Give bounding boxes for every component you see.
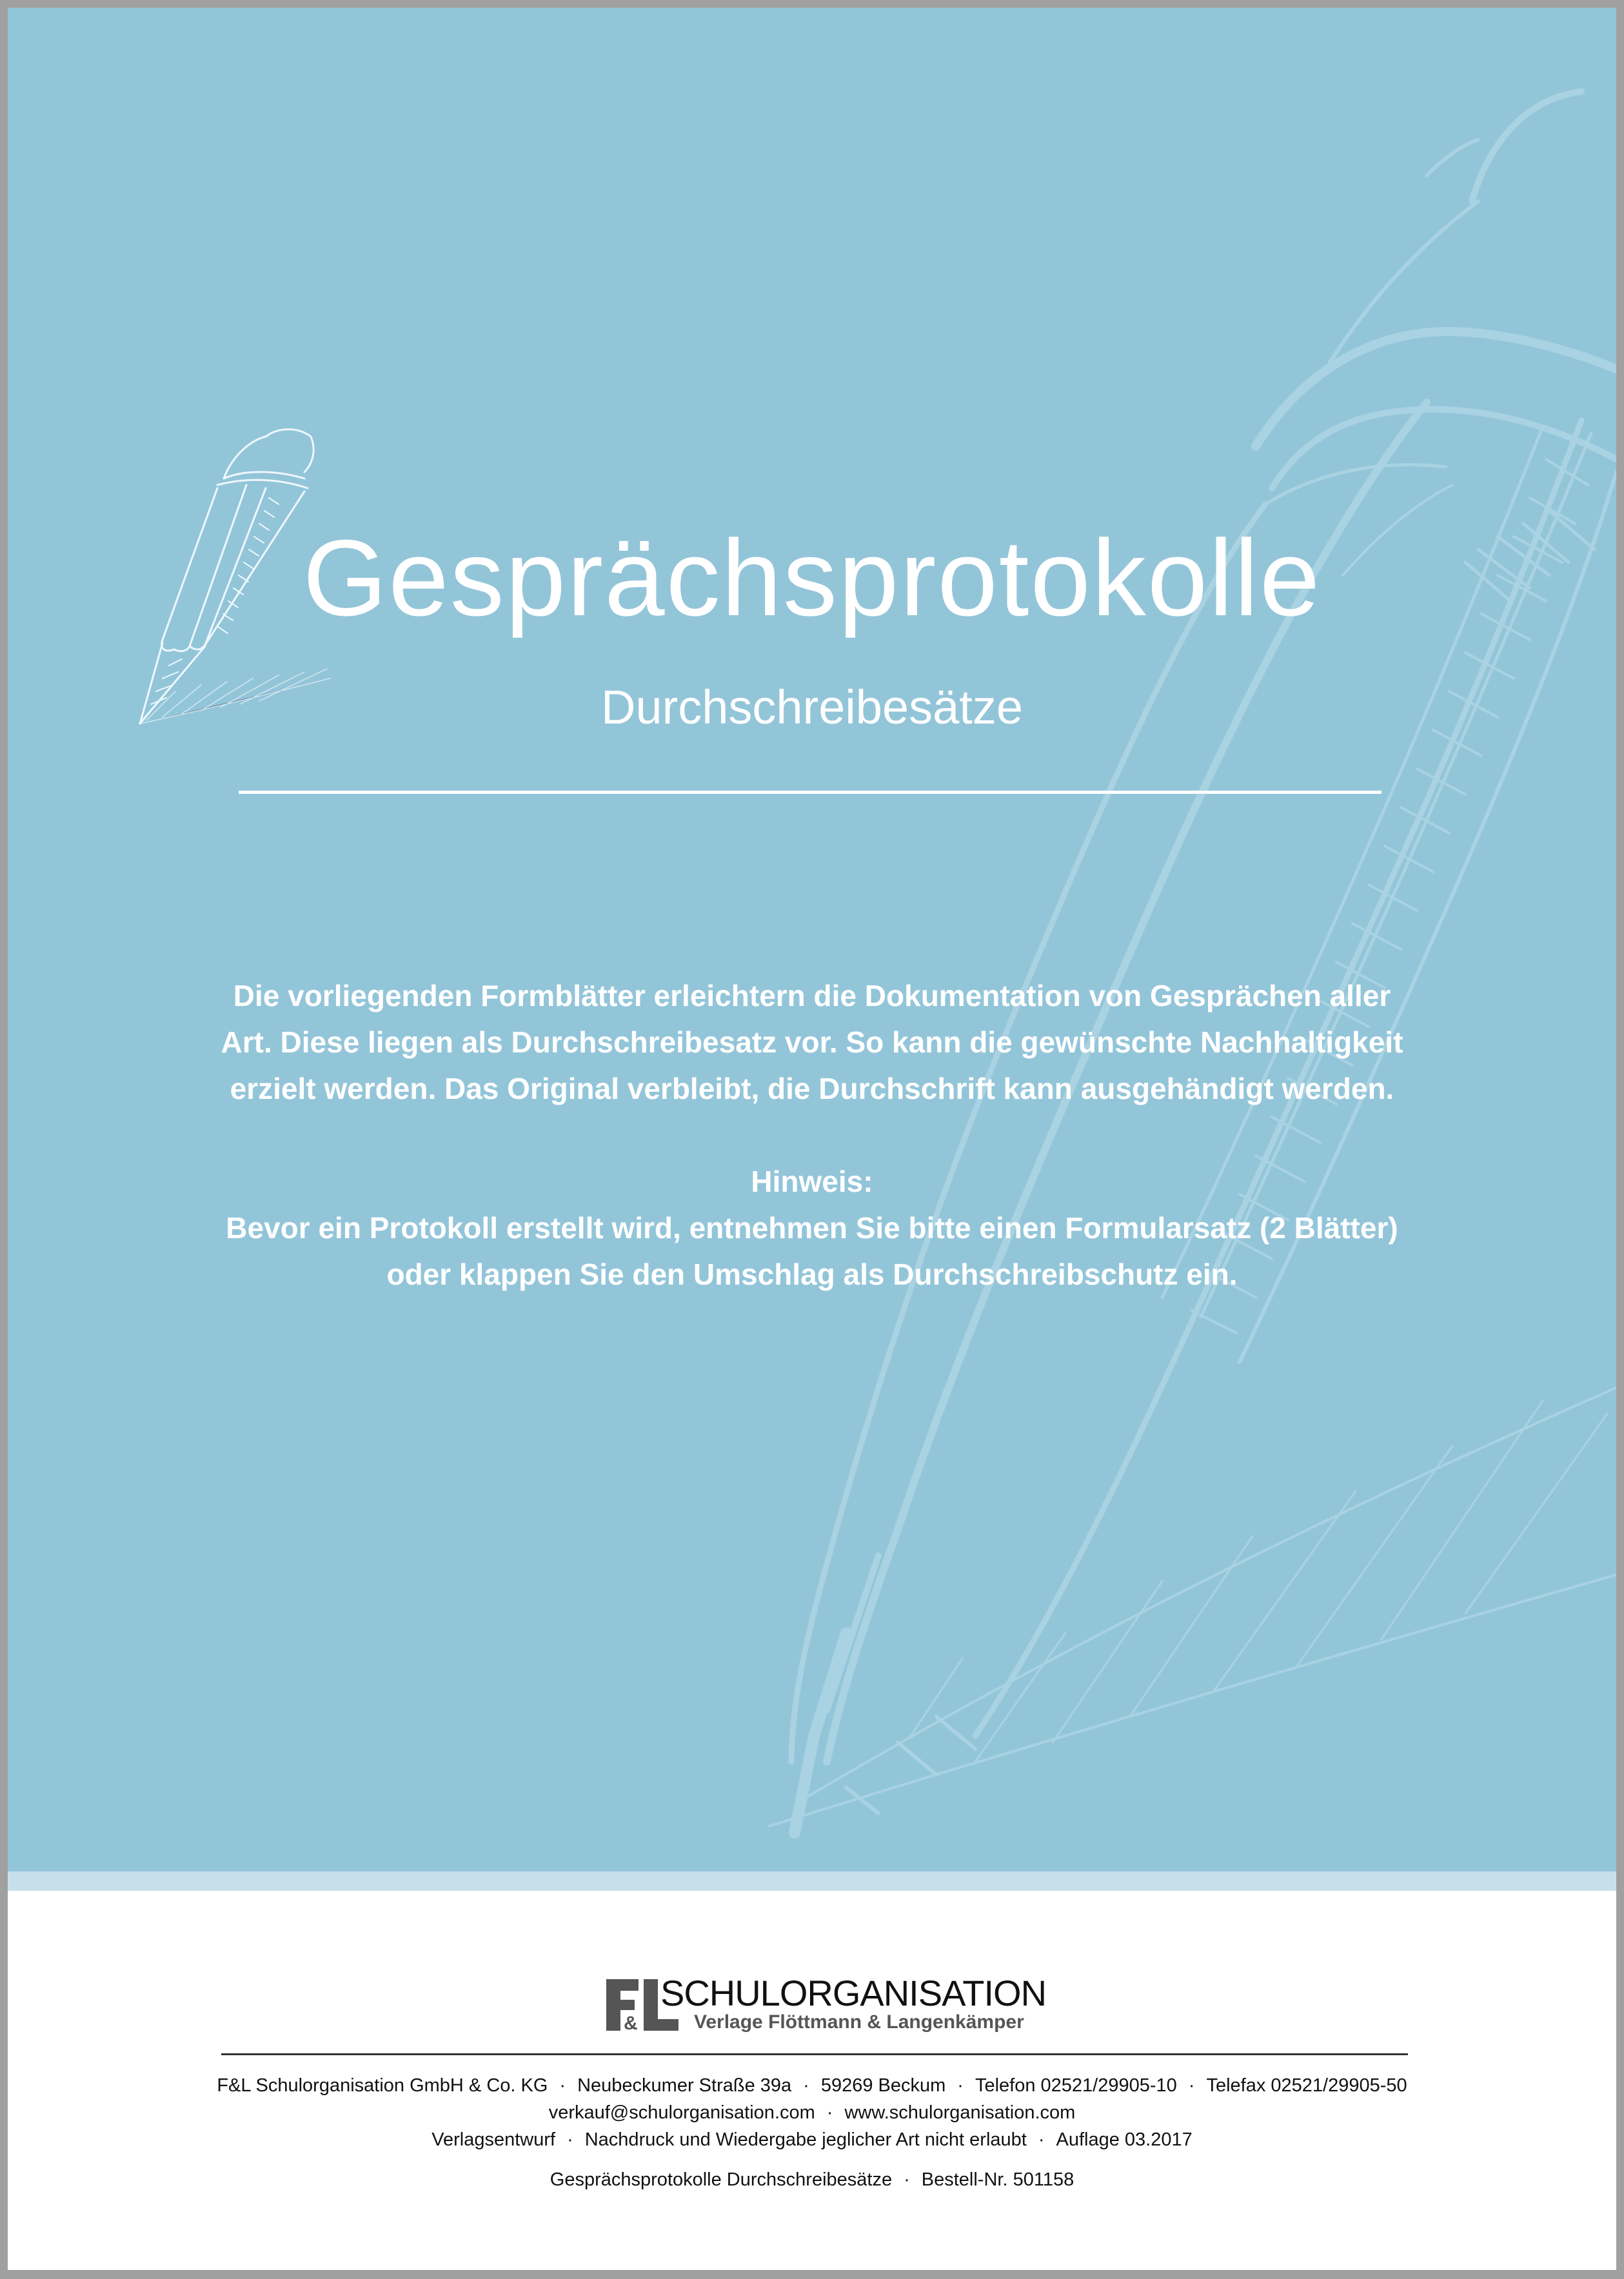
- footer-address-line: F&L Schulorganisation GmbH & Co. KG · Neubeckumer Straße 39a · 59269 Beckum · Telefon 02521/29905-10 · Telefax 02521/29905-50: [217, 2075, 1407, 2096]
- company-name: F&L Schulorganisation GmbH & Co. KG: [217, 2075, 548, 2096]
- footer-legal-line: Verlagsentwurf · Nachdruck und Wiedergabe jeglicher Art nicht erlaubt · Auflage 03.2017: [431, 2129, 1193, 2150]
- email-link[interactable]: verkauf@schulorganisation.com: [548, 2102, 815, 2123]
- description-line: Art. Diese liegen als Durchschreibesatz vor. So kann die gewünschte Nachhaltigkeit: [221, 1025, 1403, 1059]
- cover-strip: [8, 1871, 1616, 1891]
- draft-label: Verlagsentwurf: [431, 2129, 556, 2150]
- note-line: oder klappen Sie den Umschlag als Durchschreibschutz ein.: [386, 1258, 1238, 1291]
- street-address: Neubeckumer Straße 39a: [577, 2075, 792, 2096]
- description-block: [169, 972, 1455, 1297]
- note-heading: Hinweis:: [751, 1165, 873, 1198]
- logo-tagline: Verlage Flöttmann & Langenkämper: [694, 2011, 1024, 2033]
- document-page: [8, 8, 1616, 2270]
- footer-product-line: Gesprächsprotokolle Durchschreibesätze · Bestell-Nr. 501158: [550, 2169, 1074, 2190]
- fax: Telefax 02521/29905-50: [1206, 2075, 1407, 2096]
- phone: Telefon 02521/29905-10: [975, 2075, 1177, 2096]
- description-line: erzielt werden. Das Original verbleibt, die Durchschrift kann ausgehändigt werden.: [230, 1072, 1394, 1105]
- page-title: Gesprächsprotokolle: [302, 517, 1322, 638]
- order-number: Bestell-Nr. 501158: [921, 2169, 1074, 2190]
- logo-name: SCHULORGANISATION: [660, 1973, 1047, 2013]
- website-link[interactable]: www.schulorganisation.com: [844, 2102, 1076, 2123]
- footer-divider: [221, 2053, 1408, 2055]
- edition: Auflage 03.2017: [1056, 2129, 1193, 2150]
- publisher-logo: [606, 1973, 1047, 2037]
- product-name: Gesprächsprotokolle Durchschreibesätze: [550, 2169, 893, 2190]
- svg-text:&: &: [624, 2013, 638, 2031]
- small-pencil-sketch-icon: [8, 8, 1616, 1871]
- copyright-notice: Nachdruck und Wiedergabe jeglicher Art nicht erlaubt: [584, 2129, 1027, 2150]
- page-subtitle: Durchschreibesätze: [601, 680, 1023, 734]
- description-line: Die vorliegenden Formblätter erleichtern die Dokumentation von Gesprächen aller: [233, 979, 1391, 1012]
- note-line: Bevor ein Protokoll erstellt wird, entnehmen Sie bitte einen Formularsatz (2 Blätter): [226, 1211, 1398, 1245]
- footer-contact-line: verkauf@schulorganisation.com · www.schulorganisation.com: [548, 2102, 1076, 2123]
- city: 59269 Beckum: [820, 2075, 946, 2096]
- cover-panel: [8, 8, 1616, 1871]
- title-divider: [239, 791, 1381, 794]
- publisher-footer: [8, 1891, 1616, 2270]
